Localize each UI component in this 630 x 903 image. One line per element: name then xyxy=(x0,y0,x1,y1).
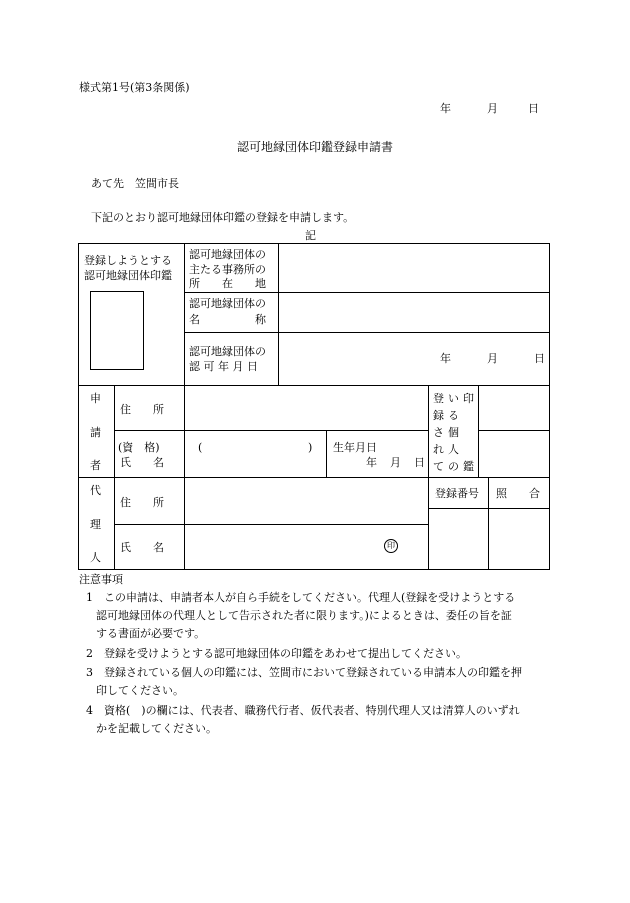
verification-label: 照 合 xyxy=(496,487,540,500)
agent-name-label: 氏 名 xyxy=(120,541,164,554)
intro-text: 下記のとおり認可地縁団体印鑑の登録を申請します。 xyxy=(91,211,355,224)
personal-seal-char: て xyxy=(433,460,444,473)
applicant-char-2: 請 xyxy=(90,426,101,439)
date-year: 年 xyxy=(440,102,451,115)
birth-day: 日 xyxy=(414,456,425,469)
application-date xyxy=(440,101,539,116)
personal-seal-char: 個 xyxy=(448,426,459,439)
application-table xyxy=(78,243,550,570)
note-3 xyxy=(86,664,552,700)
approval-month: 月 xyxy=(487,352,498,365)
agent-char-3: 人 xyxy=(90,551,101,564)
office-label-line3: 所 在 地 xyxy=(189,277,266,290)
approval-year: 年 xyxy=(440,352,451,365)
note-4 xyxy=(86,702,552,738)
birth-month: 月 xyxy=(390,456,401,469)
note-2 xyxy=(86,645,552,663)
date-day: 日 xyxy=(528,102,539,115)
office-label-line1: 認可地縁団体の xyxy=(189,248,266,261)
applicant-name-label: 氏 名 xyxy=(120,456,164,469)
qualification-paren-open: ( xyxy=(198,441,203,454)
agent-address-label: 住 所 xyxy=(120,496,164,509)
approval-label-line1: 認可地縁団体の xyxy=(189,345,266,358)
note-line: 認可地縁団体の代理人として告示された者に限ります。)によるときは、委任の旨を証 xyxy=(96,609,512,622)
qualification-label: (資 格) xyxy=(118,441,160,454)
personal-seal-char: 人 xyxy=(448,443,459,456)
addressee: あて先 笠間市長 xyxy=(91,177,179,190)
personal-seal-char: い xyxy=(448,392,459,405)
personal-seal-char: 鑑 xyxy=(463,460,474,473)
seal-label-line1: 登録しようとする xyxy=(84,254,172,267)
birth-year: 年 xyxy=(366,456,377,469)
form-number: 様式第1号(第3条関係) xyxy=(79,81,190,94)
birth-label: 生年月日 xyxy=(333,441,377,454)
ki-heading: 記 xyxy=(305,229,316,242)
personal-seal-char: る xyxy=(448,409,459,422)
note-line: 2 登録を受けようとする認可地縁団体の印鑑をあわせて提出してください。 xyxy=(86,647,467,660)
seal-label-line2: 認可地縁団体印鑑 xyxy=(84,269,172,282)
name-label-line2: 名 称 xyxy=(189,313,266,326)
applicant-char-3: 者 xyxy=(90,459,101,472)
seal-mark: 印 xyxy=(384,539,398,553)
note-1 xyxy=(86,589,552,643)
note-line: 3 登録されている個人の印鑑には、笠間市において登録されている申請本人の印鑑を押 xyxy=(86,666,522,679)
office-label-line2: 主たる事務所の xyxy=(189,263,266,276)
applicant-address-label: 住 所 xyxy=(120,403,164,416)
notes-heading: 注意事項 xyxy=(79,573,123,586)
agent-char-1: 代 xyxy=(90,484,101,497)
note-line: する書面が必要です。 xyxy=(96,627,206,640)
note-line: 1 この申請は、申請者本人が自ら手続をしてください。代理人(登録を受けようとする xyxy=(86,591,516,604)
date-month: 月 xyxy=(487,102,498,115)
personal-seal-char: の xyxy=(448,460,459,473)
seal-impression-box[interactable] xyxy=(90,291,144,370)
note-line: 印してください。 xyxy=(96,684,184,697)
agent-char-2: 理 xyxy=(90,518,101,531)
registration-number-label: 登録番号 xyxy=(435,487,479,500)
approval-label-line2: 認 可 年 月 日 xyxy=(189,360,258,373)
personal-seal-char: れ xyxy=(433,443,444,456)
personal-seal-char: 登 xyxy=(433,392,444,405)
applicant-char-1: 申 xyxy=(90,392,101,405)
note-line: 4 資格( )の欄には、代表者、職務代行者、仮代表者、特別代理人又は清算人のいずれ xyxy=(86,704,520,717)
approval-day: 日 xyxy=(534,352,545,365)
personal-seal-char: 録 xyxy=(433,409,444,422)
qualification-paren-close: ) xyxy=(308,441,313,454)
note-line: かを記載してください。 xyxy=(96,722,217,735)
page-title: 認可地縁団体印鑑登録申請書 xyxy=(236,140,393,154)
personal-seal-char: さ xyxy=(433,426,444,439)
personal-seal-char: 印 xyxy=(463,392,474,405)
name-label-line1: 認可地縁団体の xyxy=(189,297,266,310)
